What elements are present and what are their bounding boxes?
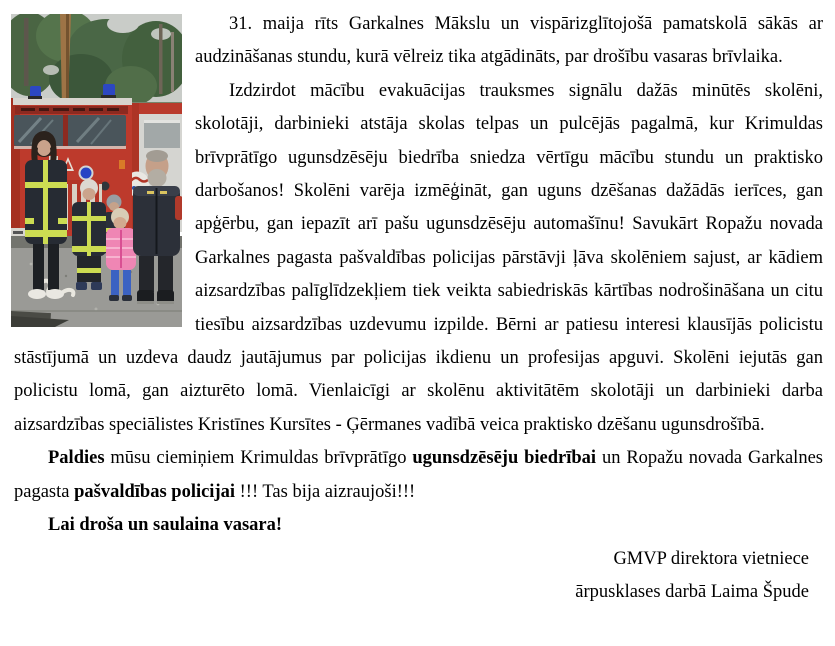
paragraph-event: Izdzirdot mācību evakuācijas trauksmes signālu dažās minūtēs skolēni, skolotāji, darbinieki atstāja skolas telpas un pulcējās pagalmā, kur Krimuldas brīvprātīgo ugunsdzēsēju biedrība sniedza vērtīgu mācību stundu un praktisko darbošanos! Skolēni varēja izmēģināt, gan uguns dzēšanas dažādās ierīces, gan apģērbu, gan iepazīt arī pašu ugunsdzēsēju automašīnu! Savukārt Ropažu novada Garkalnes pagasta pašvaldības policijas pārstāvji ļāva skolēniem sajust, ar kādiem aizsardzības palīglīdzekļiem tiek veikta sabiedriskās kārtības nodrošināšana un citu tiesību aizsardzības uzdevumu izpilde. Bērni ar patiesu interesi klausījās policistu stāstījumā un uzdeva daudz jautājumus par policijas ikdienu un profesijas apguvi. Skolēni iejutās gan policistu lomā, gan aizturēto lomā. Vienlaicīgi ar skolēnu aktivitātēm skolotāji un darbinieki darba aizsardzības speciālistes Kristīnes Kursītes - Ģērmanes vadībā veica praktisko dzēšanu ugunsdrošībā. bbox=[14, 80, 823, 435]
bold-firefighter-society: ugunsdzēsēju biedrībai bbox=[412, 448, 597, 469]
bold-paldies: Paldies bbox=[48, 448, 105, 469]
signature-block bbox=[14, 543, 823, 610]
paragraph-wish: Lai droša un saulaina vasara! bbox=[48, 515, 283, 536]
thanks-text-2: un Ropažu novada Garkalnes pagasta bbox=[14, 448, 823, 502]
bold-municipal-police: pašvaldības policijai bbox=[74, 481, 235, 502]
signature-name: ārpusklases darbā Laima Špude bbox=[575, 581, 809, 602]
photo-illustration bbox=[11, 14, 182, 327]
paragraph-thanks bbox=[14, 442, 823, 509]
signature-role: GMVP direktora vietniece bbox=[613, 548, 809, 569]
thanks-text-1: mūsu ciemiņiem Krimuldas brīvprātīgo bbox=[104, 448, 413, 469]
article-photo bbox=[11, 14, 182, 327]
paragraph-intro: 31. maija rīts Garkalnes Mākslu un vispārizglītojošā pamatskolā sākās ar audzināšanas stundu, kurā vēlreiz tika atgādināts, par drošību vasaras brīvlaika. bbox=[195, 14, 823, 68]
thanks-text-3: !!! Tas bija aizraujoši!!! bbox=[235, 481, 416, 502]
front-blue-lamp bbox=[81, 168, 92, 179]
